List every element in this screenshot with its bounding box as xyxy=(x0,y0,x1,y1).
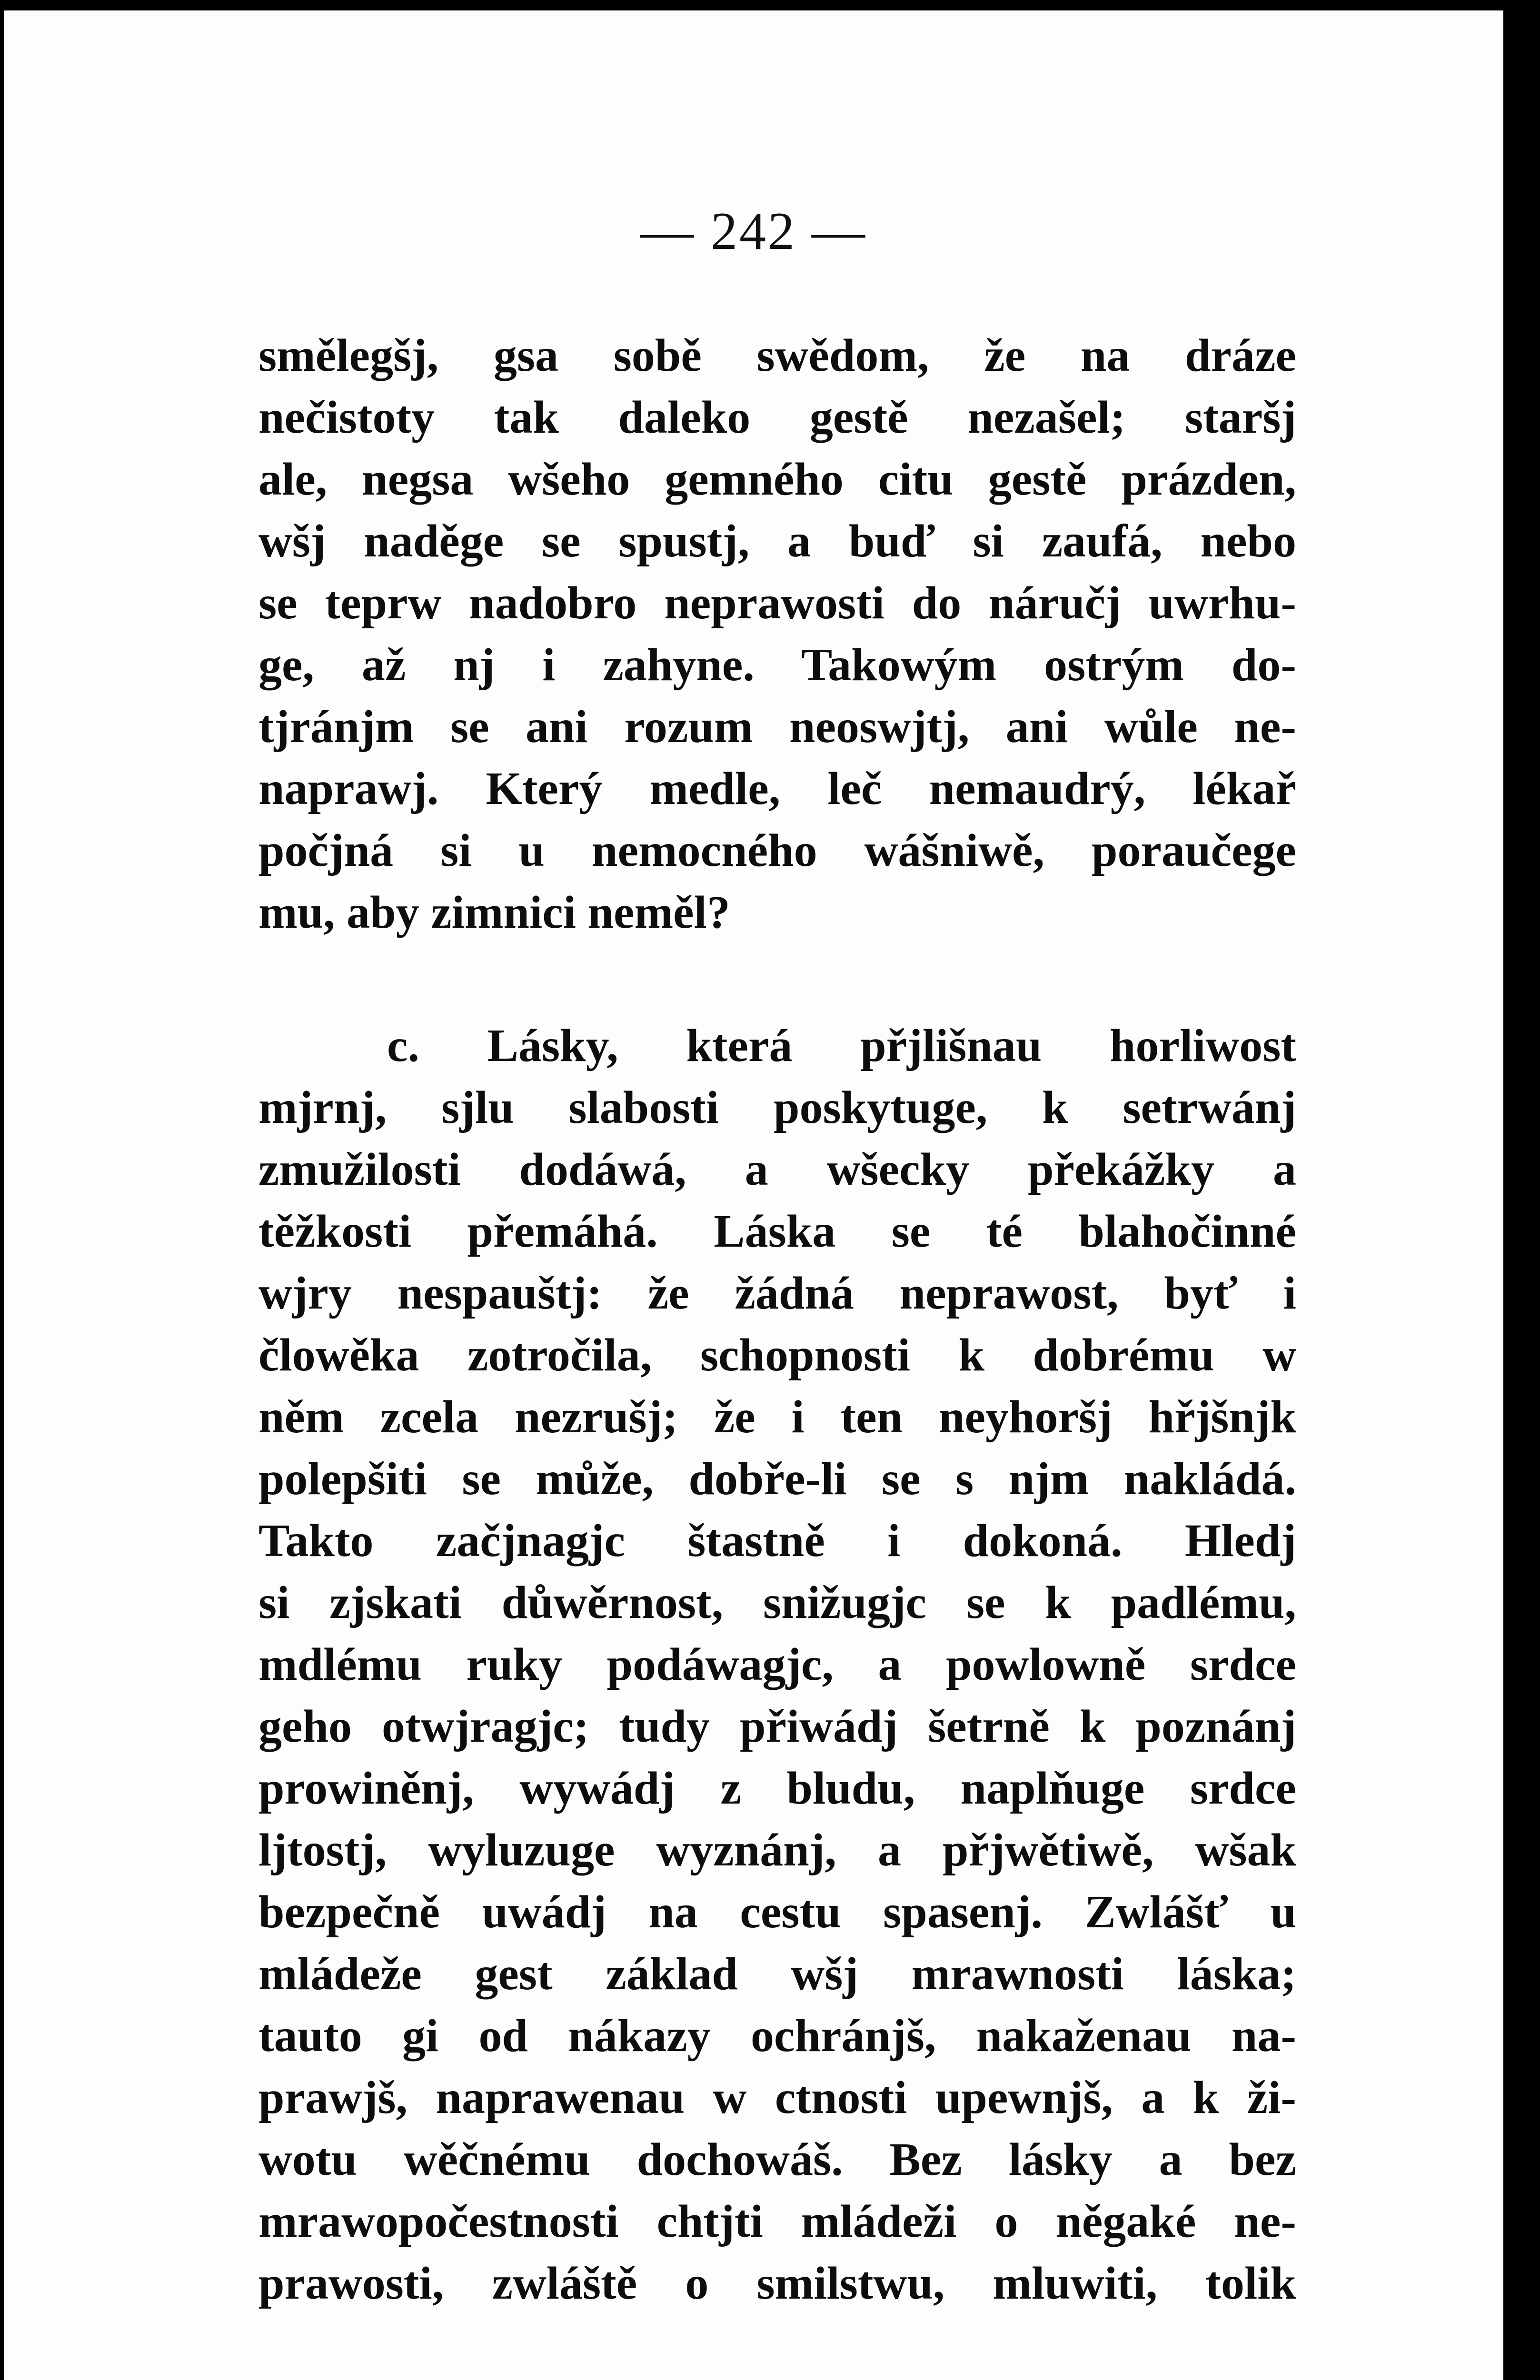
text-line: počjná si u nemocného wášniwě, poraučege xyxy=(258,825,1296,876)
text-line: zmužilosti dodáwá, a wšecky překážky a xyxy=(258,1144,1296,1195)
text-line: ljtostj, wyluzuge wyznánj, a přjwětiwě, wšak xyxy=(258,1825,1296,1876)
body-text xyxy=(258,325,1296,2314)
text-line: prowiněnj, wywádj z bludu, naplňuge srdce xyxy=(258,1763,1296,1814)
text-line: naprawj. Který medle, leč nemaudrý, lékař xyxy=(258,763,1296,814)
text-line: něm zcela nezrušj; že i ten neyhoršj hřjšnjk xyxy=(258,1391,1296,1443)
text-line: mu, aby zimnici neměl? xyxy=(258,887,730,938)
text-line: ge, až nj i zahyne. Takowým ostrým do- xyxy=(258,639,1296,691)
text-line: ale, negsa wšeho gemného citu gestě prázden, xyxy=(258,454,1296,505)
text-line: těžkosti přemáhá. Láska se té blahočinné xyxy=(258,1206,1296,1257)
text-line: mjrnj, sjlu slabosti poskytuge, k setrwánj xyxy=(258,1082,1296,1133)
text-line: wšj naděge se spustj, a buď si zaufá, nebo xyxy=(258,516,1296,567)
paragraph-2 xyxy=(258,1015,1296,2314)
text-line: tauto gi od nákazy ochránjš, nakaženau na- xyxy=(258,2010,1296,2062)
text-line: se teprw nadobro neprawosti do náručj uwrhu- xyxy=(258,577,1296,629)
text-line: prawosti, zwláště o smilstwu, mluwiti, tolik xyxy=(258,2258,1296,2309)
text-line: mrawopočestnosti chtjti mládeži o něgaké ne- xyxy=(258,2196,1296,2247)
page-number-header: — 242 — xyxy=(640,202,867,261)
text-line: smělegšj, gsa sobě swědom, že na dráze xyxy=(258,330,1296,381)
text-line: nečistoty tak daleko gestě nezašel; staršj xyxy=(258,392,1296,443)
text-line: mládeže gest základ wšj mrawnosti láska; xyxy=(258,1948,1296,2000)
book-page xyxy=(4,10,1503,2380)
text-line: wjry nespauštj: že žádná neprawost, byť i xyxy=(258,1268,1296,1319)
text-line: mdlému ruky podáwagjc, a powlowně srdce xyxy=(258,1639,1296,1690)
text-line: tjránjm se ani rozum neoswjtj, ani wůle ne- xyxy=(258,701,1296,753)
text-line: si zjskati důwěrnost, snižugjc se k padlému, xyxy=(258,1577,1296,1628)
text-line: c. Lásky, která přjlišnau horliwost xyxy=(387,1020,1296,1071)
text-line: bezpečně uwádj na cestu spasenj. Zwlášť u xyxy=(258,1886,1296,1938)
text-line: prawjš, naprawenau w ctnosti upewnjš, a k ži- xyxy=(258,2072,1296,2123)
text-line: Takto začjnagjc štastně i dokoná. Hledj xyxy=(258,1515,1296,1567)
text-line: geho otwjragjc; tudy přiwádj šetrně k poznánj xyxy=(258,1701,1296,1752)
text-line: polepšiti se může, dobře-li se s njm nakládá. xyxy=(258,1453,1296,1505)
text-line: wotu wěčnému dochowáš. Bez lásky a bez xyxy=(258,2134,1296,2185)
paragraph-1 xyxy=(258,325,1296,943)
text-line: člowěka zotročila, schopnosti k dobrému w xyxy=(258,1329,1296,1381)
paragraph-gap xyxy=(258,943,1296,1015)
